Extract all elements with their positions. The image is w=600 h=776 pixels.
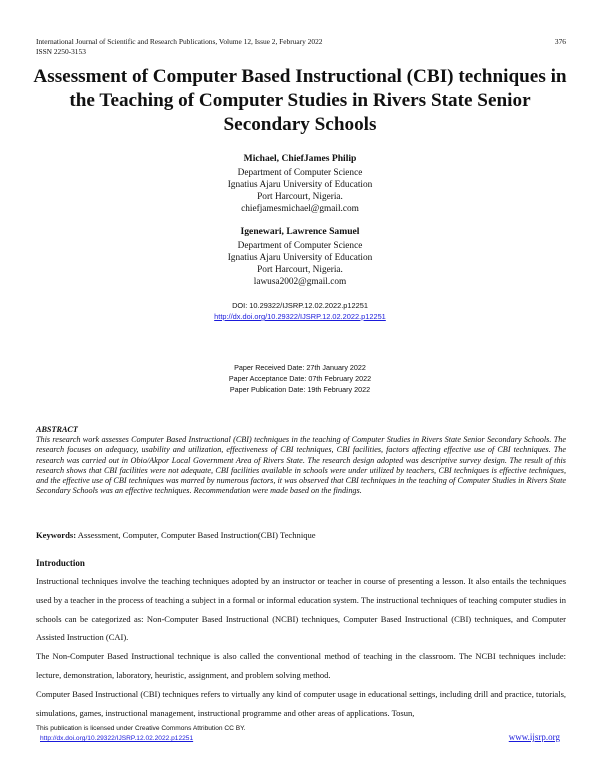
keywords-label: Keywords:: [36, 530, 77, 540]
author-department: Department of Computer Science: [237, 168, 363, 178]
journal-name: International Journal of Scientific and Research Publications, Volume 12, Issue 2, February 2022: [36, 37, 323, 46]
author-location: Port Harcourt, Nigeria.: [257, 265, 343, 275]
publication-date: Paper Publication Date: 19th February 2022: [229, 385, 371, 394]
license-text: This publication is licensed under Creative Commons Attribution CC BY.: [36, 725, 246, 732]
author-department: Department of Computer Science: [237, 241, 363, 251]
author-block-1: [0, 153, 600, 215]
page-number: 376: [554, 37, 566, 46]
acceptance-date: Paper Acceptance Date: 07th February 2022: [228, 374, 372, 383]
abstract-text: This research work assesses Computer Based Instructional (CBI) techniques in the teaching of Computer Studies in Rivers State Senior Secondary Schools. The research focuses on adequacy, usability and utilization, effectiveness of CBI techniques, CBI facilities, factors affecting effective use of CBI techniques. The research was carried out in Obio/Akpor Local Government Area of Rivers State. The research design adopted was descriptive survey design. The result of this research shows that CBI facilities were not adequate, CBI facilities available in schools were under utilized by teachers, CBI techniques is effective techniques, and the effective use of CBI techniques was marred by numerous factors, it was observed that CBI techniques in the teaching of Computer Studies in Rivers State Secondary Schools was an effective techniques. Recommendation were made based on the findings.: [36, 435, 566, 496]
author-name: Michael, ChiefJames Philip: [243, 153, 357, 164]
page-footer: [36, 724, 566, 744]
author-name: Igenewari, Lawrence Samuel: [240, 226, 360, 237]
author-university: Ignatius Ajaru University of Education: [227, 253, 373, 263]
keywords-text: Assessment, Computer, Computer Based Instruction(CBI) Technique: [77, 530, 316, 540]
keywords: [36, 530, 566, 540]
site-link[interactable]: www.ijsrp.org: [508, 732, 560, 742]
received-date: Paper Received Date: 27th January 2022: [234, 363, 366, 372]
author-email[interactable]: chiefjamesmichael@gmail.com: [241, 204, 359, 214]
running-header: [36, 37, 566, 56]
issn: ISSN 2250-3153: [36, 46, 86, 56]
abstract-heading: ABSTRACT: [36, 425, 78, 434]
intro-paragraph-1: Instructional techniques involve the teaching techniques adopted by an instructor or teacher in course of presenting a lesson. It also entails the techniques used by a teacher in the process of teaching a subject in a formal or informal education system. The instructional techniques of teaching computer studies in schools can be categorized as: Non-Computer Based Instructional (NCBI) techniques, Computer Based Instructional (CBI) techniques, and Computer Assisted Instruction (CAI).: [36, 576, 566, 643]
abstract: [36, 425, 566, 496]
author-location: Port Harcourt, Nigeria.: [257, 192, 343, 202]
intro-paragraph-2: The Non-Computer Based Instructional technique is also called the conventional method of teaching in the classroom. The NCBI techniques include: lecture, demonstration, laboratory, heuristic, assignment, and problem solving method.: [36, 651, 566, 680]
introduction-heading: Introduction: [36, 558, 85, 568]
author-block-2: [0, 226, 600, 288]
doi-label: DOI: 10.29322/IJSRP.12.02.2022.p12251: [232, 301, 368, 310]
doi-link[interactable]: http://dx.doi.org/10.29322/IJSRP.12.02.2022.p12251: [214, 312, 386, 321]
footer-doi-link[interactable]: http://dx.doi.org/10.29322/IJSRP.12.02.2022.p12251: [40, 735, 194, 742]
author-university: Ignatius Ajaru University of Education: [227, 180, 373, 190]
doi-block: [0, 300, 600, 322]
paper-dates: [0, 362, 600, 395]
author-email[interactable]: lawusa2002@gmail.com: [253, 277, 347, 287]
paper-title: Assessment of Computer Based Instructional (CBI) techniques in the Teaching of Computer Studies in Rivers State Senior Secondary Schools: [33, 66, 567, 135]
intro-paragraph-3: Computer Based Instructional (CBI) techniques refers to virtually any kind of computer usage in educational settings, including drill and practice, tutorials, simulations, games, instructional management, instructional programme and other areas of applications. Tosun,: [36, 689, 566, 718]
